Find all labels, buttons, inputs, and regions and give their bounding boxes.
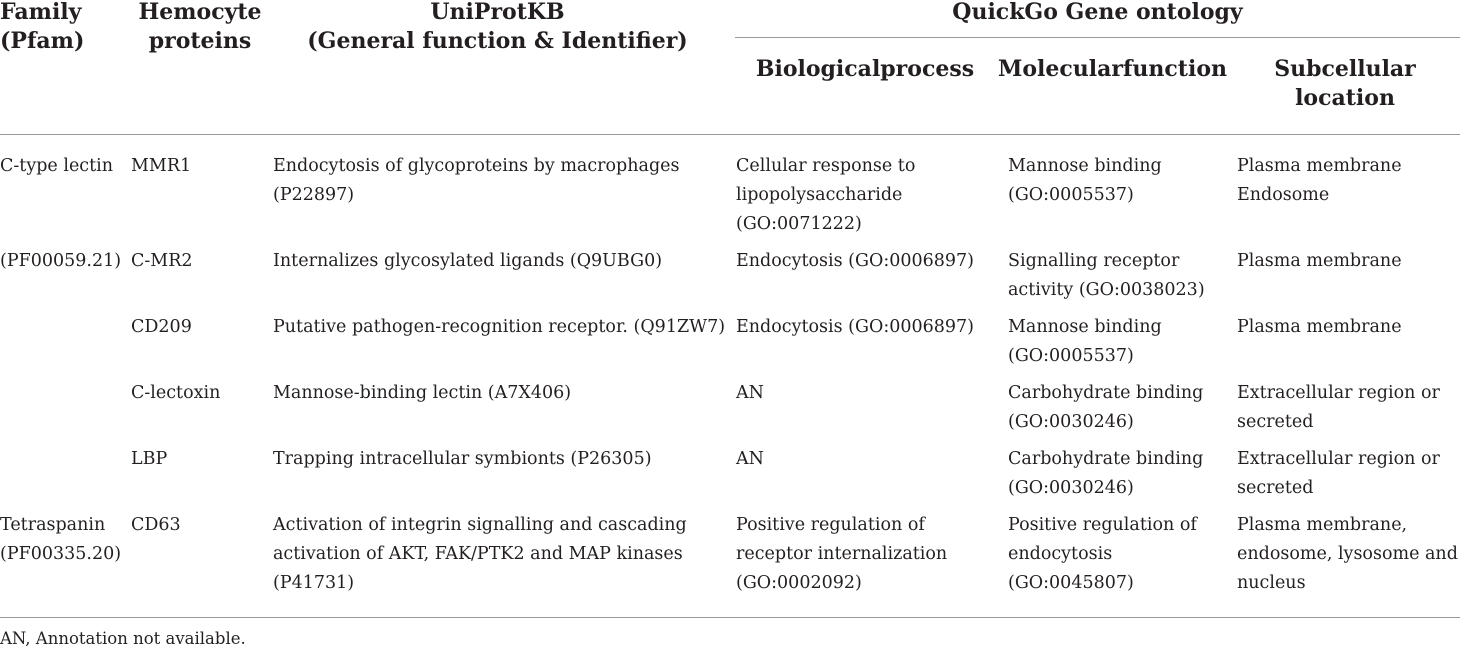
row-4-protein-line1: C-lectoxin [131, 383, 221, 403]
row-1-family-line1: C-type lectin [0, 156, 113, 176]
row-5-protein [131, 445, 167, 474]
row-6-family [0, 511, 121, 569]
row-6-family-line1: Tetraspanin [0, 515, 106, 535]
row-6-bio-line3: (GO:0002092) [736, 573, 862, 593]
row-6-mol-line3: (GO:0045807) [1008, 573, 1134, 593]
row-2-molecular-function [1008, 247, 1205, 305]
header-molecular-function: Molecularfunction [997, 56, 1227, 82]
row-4-uniprot [273, 379, 571, 408]
table-bottom-rule [0, 617, 1460, 618]
row-1-protein [131, 152, 191, 181]
row-5-subcellular-location [1237, 445, 1440, 503]
row-1-mol-line2: (GO:0005537) [1008, 185, 1134, 205]
row-6-biological-process [736, 511, 947, 598]
row-1-subcellular-location [1237, 152, 1402, 210]
row-6-family-line2: (PF00335.20) [0, 544, 122, 564]
row-6-uniprot [273, 511, 687, 598]
header-family [0, 0, 84, 56]
row-5-molecular-function [1008, 445, 1203, 503]
row-2-uniprot-line1: Internalizes glycosylated ligands (Q9UBG0) [273, 251, 663, 271]
header-quickgo-rule [735, 37, 1460, 38]
row-1-uniprot-line2: (P22897) [273, 185, 355, 205]
row-6-bio-line2: receptor internalization [736, 544, 948, 564]
row-5-biological-process [736, 445, 764, 474]
row-2-sub-line1: Plasma membrane [1237, 251, 1402, 271]
row-1-sub-line1: Plasma membrane [1237, 156, 1402, 176]
row-5-mol-line1: Carbohydrate binding [1008, 449, 1204, 469]
row-4-subcellular-location [1237, 379, 1440, 437]
row-2-bio-line1: Endocytosis (GO:0006897) [736, 251, 974, 271]
row-3-subcellular-location [1237, 313, 1402, 342]
row-6-sub-line2: endosome, lysosome and [1237, 544, 1458, 564]
table-footnote: AN, Annotation not available. [0, 629, 246, 648]
header-proteins [130, 0, 270, 56]
row-5-uniprot [273, 445, 652, 474]
header-uniprot-line1: UniProtKB [430, 0, 565, 25]
row-1-molecular-function [1008, 152, 1162, 210]
row-4-protein [131, 379, 220, 408]
row-4-sub-line2: secreted [1237, 412, 1314, 432]
row-6-uniprot-line3: (P41731) [273, 573, 355, 593]
row-1-uniprot [273, 152, 680, 210]
row-2-mol-line2: activity (GO:0038023) [1008, 280, 1205, 300]
row-1-bio-line1: Cellular response to [736, 156, 916, 176]
row-3-protein [131, 313, 192, 342]
row-1-bio-line2: lipopolysaccharide [736, 185, 903, 205]
row-1-sub-line2: Endosome [1237, 185, 1330, 205]
row-6-molecular-function [1008, 511, 1197, 598]
header-family-line1: Family [0, 0, 82, 25]
row-3-molecular-function [1008, 313, 1162, 371]
header-subcellular-line2: location [1295, 85, 1395, 111]
row-6-subcellular-location [1237, 511, 1458, 598]
row-2-family-line1: (PF00059.21) [0, 251, 122, 271]
row-2-mol-line1: Signalling receptor [1008, 251, 1180, 271]
row-5-sub-line1: Extracellular region or [1237, 449, 1440, 469]
row-6-protein-line1: CD63 [131, 515, 181, 535]
row-6-sub-line3: nucleus [1237, 573, 1306, 593]
row-1-family [0, 152, 113, 181]
row-6-sub-line1: Plasma membrane, [1237, 515, 1408, 535]
header-subcellular-line1: Subcellular [1274, 56, 1416, 82]
row-6-protein [131, 511, 181, 540]
row-1-biological-process [736, 152, 915, 239]
row-2-protein-line1: C-MR2 [131, 251, 193, 271]
header-proteins-line2: proteins [148, 28, 252, 54]
row-3-bio-line1: Endocytosis (GO:0006897) [736, 317, 974, 337]
row-4-uniprot-line1: Mannose-binding lectin (A7X406) [273, 383, 572, 403]
row-6-uniprot-line1: Activation of integrin signalling and cascading [273, 515, 687, 535]
row-6-uniprot-line2: activation of AKT, FAK/PTK2 and MAP kinases [273, 544, 683, 564]
row-3-uniprot [273, 313, 725, 342]
header-uniprot-line2: (General function & Identifier) [307, 28, 688, 54]
row-2-biological-process [736, 247, 974, 276]
row-3-biological-process [736, 313, 974, 342]
header-uniprot [270, 0, 725, 56]
row-1-uniprot-line1: Endocytosis of glycoproteins by macrophages [273, 156, 680, 176]
row-3-uniprot-line1: Putative pathogen-recognition receptor. (Q91ZW7) [273, 317, 726, 337]
header-biological-process: Biologicalprocess [755, 56, 975, 82]
row-4-mol-line2: (GO:0030246) [1008, 412, 1134, 432]
row-1-bio-line3: (GO:0071222) [736, 214, 862, 234]
row-4-mol-line1: Carbohydrate binding [1008, 383, 1204, 403]
row-4-biological-process [736, 379, 764, 408]
header-subcellular-location [1230, 55, 1460, 113]
row-6-bio-line1: Positive regulation of [736, 515, 925, 535]
row-5-bio-line1: AN [736, 449, 764, 469]
row-5-sub-line2: secreted [1237, 478, 1314, 498]
row-2-protein [131, 247, 193, 276]
row-4-bio-line1: AN [736, 383, 764, 403]
row-6-mol-line1: Positive regulation of [1008, 515, 1197, 535]
header-family-line2: (Pfam) [0, 28, 85, 54]
row-6-mol-line2: endocytosis [1008, 544, 1113, 564]
row-4-sub-line1: Extracellular region or [1237, 383, 1440, 403]
row-5-mol-line2: (GO:0030246) [1008, 478, 1134, 498]
row-5-protein-line1: LBP [131, 449, 168, 469]
row-2-subcellular-location [1237, 247, 1402, 276]
row-3-mol-line2: (GO:0005537) [1008, 346, 1134, 366]
row-3-sub-line1: Plasma membrane [1237, 317, 1402, 337]
row-4-molecular-function [1008, 379, 1203, 437]
row-2-family [0, 247, 121, 276]
row-3-protein-line1: CD209 [131, 317, 192, 337]
row-2-uniprot [273, 247, 662, 276]
header-proteins-line1: Hemocyte [138, 0, 262, 25]
header-bottom-rule [0, 134, 1460, 135]
header-quickgo: QuickGo Gene ontology [952, 0, 1243, 25]
row-3-mol-line1: Mannose binding [1008, 317, 1162, 337]
row-1-mol-line1: Mannose binding [1008, 156, 1162, 176]
row-1-protein-line1: MMR1 [131, 156, 192, 176]
row-5-uniprot-line1: Trapping intracellular symbionts (P26305) [273, 449, 652, 469]
